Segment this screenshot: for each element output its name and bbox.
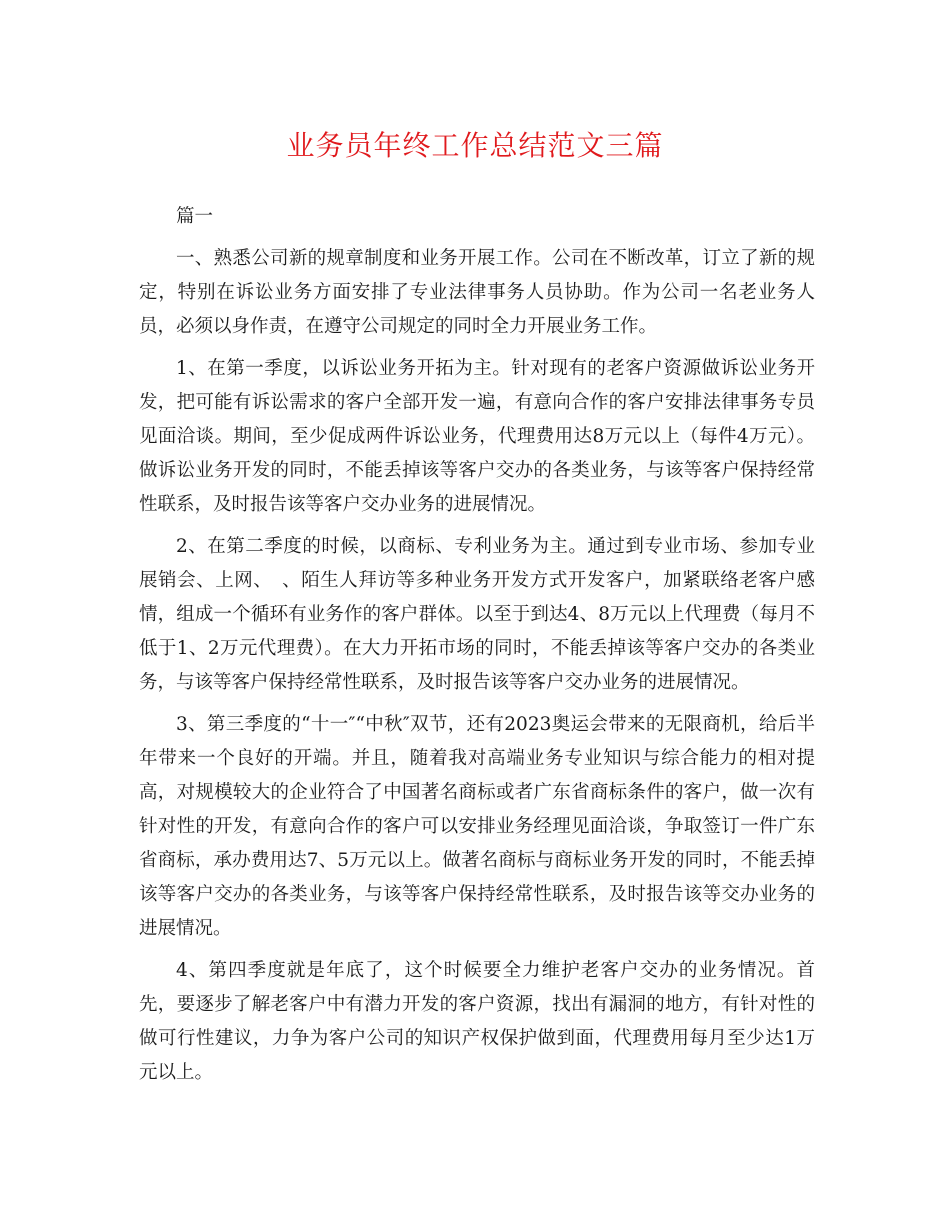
paragraph: 4、第四季度就是年底了，这个时候要全力维护老客户交办的业务情况。首先，要逐步了解老客户中有潜力开发的客户资源，找出有漏洞的地方，有针对性的做可行性建议，力争为客户公司的知识产权保护做到面，代理费用每月至少达1万元以上。 bbox=[139, 960, 815, 1083]
paragraph: 3、第三季度的“十一″“中秋″双节，还有2023奥运会带来的无限商机，给后半年带来一个良好的开端。并且，随着我对高端业务专业知识与综合能力的相对提高，对规模较大的企业符合了中国著名商标或者广东省商标条件的客户，做一次有针对性的开发，有意向合作的客户可以安排业务经理见面洽谈，争取签订一件广东省商标，承办费用达7、5万元以上。做著名商标与商标业务开发的同时，不能丢掉该等客户交办的各类业务，与该等客户保持经常性联系，及时报告该等交办业务的进展情况。 bbox=[139, 714, 815, 939]
section-heading: 篇一 bbox=[176, 206, 214, 227]
document-title: 业务员年终工作总结范文三篇 bbox=[286, 129, 664, 162]
document-body bbox=[139, 200, 815, 1098]
paragraph: 一、熟悉公司新的规章制度和业务开展工作。公司在不断改革，订立了新的规定，特别在诉讼业务方面安排了专业法律事务人员协助。作为公司一名老业务人员，必须以身作责，在遵守公司规定的同时全力开展业务工作。 bbox=[139, 248, 815, 337]
paragraph: 2、在第二季度的时候，以商标、专利业务为主。通过到专业市场、参加专业展销会、上网、 、陌生人拜访等多种业务开发方式开发客户，加紧联络老客户感情，组成一个循环有业务作的客户群体。以至于到达4、8万元以上代理费（每月不低于1、2万元代理费）。在大力开拓市场的同时，不能丢掉该等客户交办的各类业务，与该等客户保持经常性联系，及时报告该等客户交办业务的进展情况。 bbox=[139, 536, 815, 693]
paragraph: 1、在第一季度，以诉讼业务开拓为主。针对现有的老客户资源做诉讼业务开发，把可能有诉讼需求的客户全部开发一遍，有意向合作的客户安排法律事务专员见面洽谈。期间，至少促成两件诉讼业务，代理费用达8万元以上（每件4万元）。做诉讼业务开发的同时，不能丢掉该等客户交办的各类业务，与该等客户保持经常性联系，及时报告该等客户交办业务的进展情况。 bbox=[139, 358, 815, 515]
